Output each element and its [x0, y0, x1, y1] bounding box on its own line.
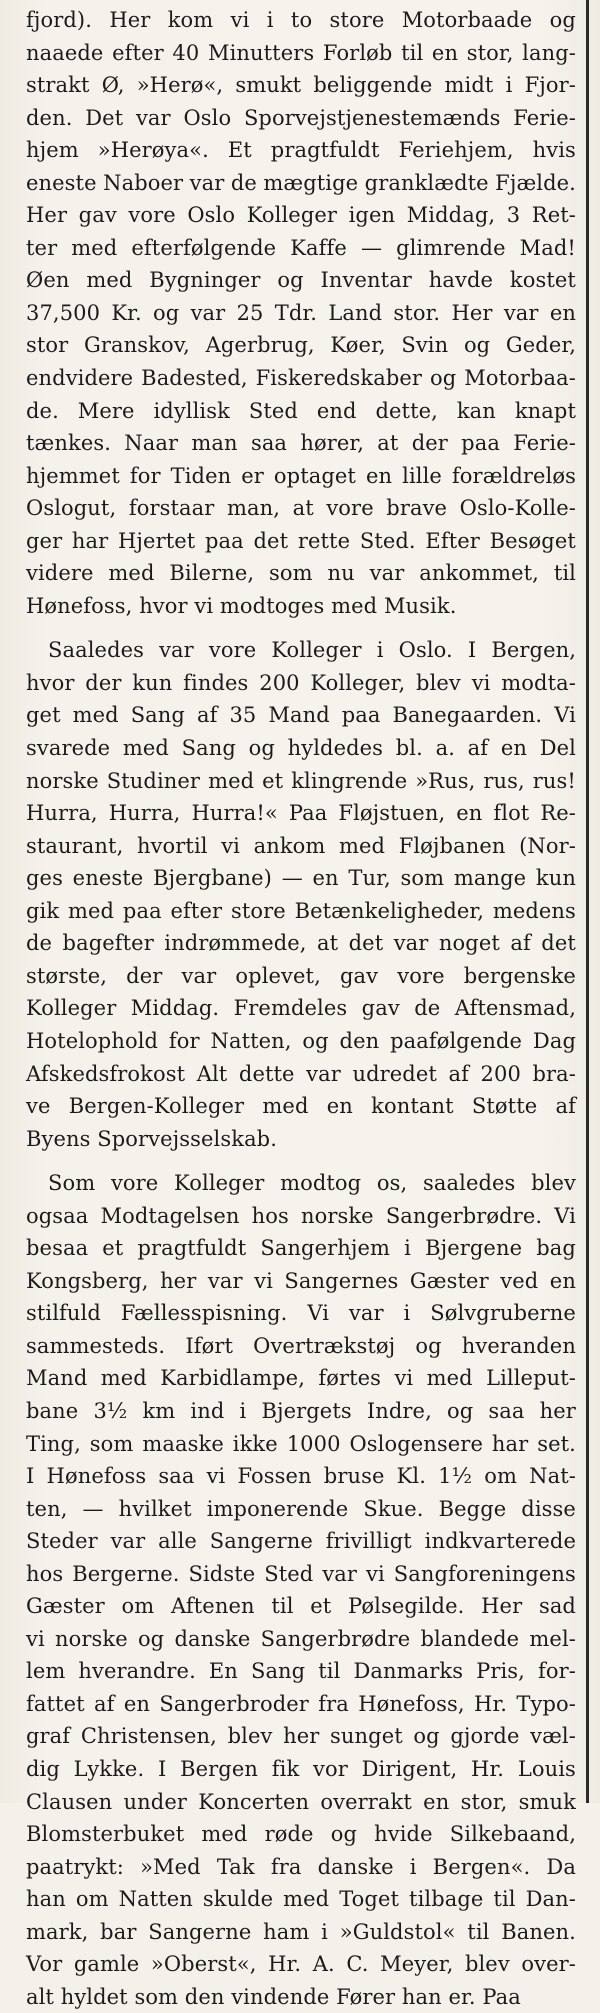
text-line: Øen med Bygninger og Inventar havde kostet	[26, 268, 576, 293]
text-line: Ting, som maaske ikke 1000 Oslogensere har set.	[26, 1431, 576, 1456]
text-line: norske Studiner med et klingrende »Rus, rus, rus!	[26, 768, 576, 793]
text-line: Mand med Karbidlampe, førtes vi med Lilleput-	[26, 1366, 576, 1391]
text-line: eneste Naboer var de mægtige granklædte Fjælde.	[26, 170, 576, 195]
text-line: Som vore Kolleger modtog os, saaledes blev	[48, 1171, 576, 1196]
text-line: den. Det var Oslo Sporvejstjenestemænds Ferie-	[26, 105, 576, 130]
text-line: strakt Ø, »Herø«, smukt beliggende midt i Fjor-	[26, 73, 576, 98]
text-line: hvor der kun findes 200 Kolleger, blev vi modta-	[26, 670, 576, 695]
text-line: Oslogut, forstaar man, at vore brave Oslo-Kolle-	[26, 496, 576, 521]
text-line: de. Mere idyllisk Sted end dette, kan knapt	[26, 398, 576, 423]
text-line: Hønefoss, hvor vi modtoges med Musik.	[26, 593, 457, 618]
text-line: Hurra, Hurra, Hurra!« Paa Fløjstuen, en flot Re-	[26, 801, 576, 826]
text-line: han om Natten skulde med Toget tilbage til Dan-	[26, 1887, 576, 1912]
text-line: fattet af en Sangerbroder fra Hønefoss, Hr. Typo-	[26, 1691, 576, 1716]
text-line: mark, bar Sangerne ham i »Guldstol« til Banen.	[26, 1919, 576, 1944]
text-line: lem hverandre. En Sang til Danmarks Pris, for-	[26, 1659, 576, 1684]
text-line: Kongsberg, her var vi Sangernes Gæster ved en	[26, 1268, 576, 1293]
text-line: endvidere Badested, Fiskeredskaber og Motorbaa-	[26, 366, 576, 391]
text-line: ges eneste Bjergbane) — en Tur, som mange kun	[26, 866, 576, 891]
text-line: Kolleger Middag. Fremdeles gav de Aftensmad,	[26, 996, 576, 1021]
text-line: naaede efter 40 Minutters Forløb til en stor, lang-	[26, 40, 576, 65]
text-line: Blomsterbuket med røde og hvide Silkebaand,	[26, 1822, 576, 1847]
text-line: ogsaa Modtagelsen hos norske Sangerbrødre. Vi	[26, 1203, 576, 1228]
text-line: Gæster om Aftenen til et Pølsegilde. Her sad	[26, 1594, 576, 1619]
text-line: paatrykt: »Med Tak fra danske i Bergen«. Da	[26, 1854, 576, 1879]
text-line: ten, — hvilket imponerende Skue. Begge disse	[26, 1496, 576, 1521]
text-line: største, der var oplevet, gav vore bergenske	[26, 963, 576, 988]
text-line: Clausen under Koncerten overrakt en stor, smuk	[26, 1789, 576, 1814]
text-line: alt hyldet som den vindende Fører han er. Paa	[26, 1984, 521, 2009]
text-line: staurant, hvortil vi ankom med Fløjbanen (Nor-	[26, 833, 576, 858]
text-line: sammesteds. Iført Overtrækstøj og hveranden	[26, 1333, 576, 1358]
text-line: bane 3½ km ind i Bjergets Indre, og saa her	[26, 1398, 576, 1423]
text-line: ger har Hjertet paa det rette Sted. Efter Besøget	[26, 528, 576, 553]
paragraph	[26, 634, 576, 1155]
text-line: Saaledes var vore Kolleger i Oslo. I Bergen,	[48, 638, 576, 663]
text-line: fjord). Her kom vi i to store Motorbaade og	[26, 8, 576, 32]
paragraph	[26, 1167, 576, 2013]
text-line: videre med Bilerne, som nu var ankommet, til	[26, 561, 576, 586]
text-line: Vor gamle »Oberst«, Hr. A. C. Meyer, blev over-	[26, 1952, 576, 1977]
text-line: ter med efterfølgende Kaffe — glimrende Mad!	[26, 235, 576, 260]
text-line: hjem »Herøya«. Et pragtfuldt Feriehjem, hvis	[26, 138, 576, 163]
text-line: svarede med Sang og hyldedes bl. a. af en Del	[26, 736, 576, 761]
text-line: besaa et pragtfuldt Sangerhjem i Bjergene bag	[26, 1236, 576, 1261]
text-line: vi norske og danske Sangerbrødre blandede mel-	[26, 1626, 576, 1651]
text-line: Her gav vore Oslo Kolleger igen Middag, 3 Ret-	[26, 203, 576, 228]
text-line: Byens Sporvejsselskab.	[26, 1126, 278, 1151]
text-column	[26, 4, 576, 2013]
text-line: Steder var alle Sangerne frivilligt indkvarterede	[26, 1529, 576, 1554]
text-line: get med Sang af 35 Mand paa Banegaarden. Vi	[26, 703, 576, 728]
text-line: graf Christensen, blev her sunget og gjorde væl-	[26, 1724, 576, 1749]
text-line: tænkes. Naar man saa hører, at der paa Ferie-	[26, 431, 576, 456]
text-line: de bagefter indrømmede, at det var noget af det	[26, 931, 576, 956]
text-line: dig Lykke. I Bergen fik vor Dirigent, Hr. Louis	[26, 1756, 576, 1781]
text-line: gik med paa efter store Betænkeligheder, medens	[26, 898, 576, 923]
text-line: stilfuld Fællesspisning. Vi var i Sølvgruberne	[26, 1301, 576, 1326]
text-line: ve Bergen-Kolleger med en kontant Støtte af	[26, 1094, 576, 1119]
text-line: stor Granskov, Agerbrug, Køer, Svin og Geder,	[26, 333, 576, 358]
paragraph	[26, 4, 576, 622]
text-line: I Hønefoss saa vi Fossen bruse Kl. 1½ om Nat-	[26, 1464, 576, 1489]
text-line: hjemmet for Tiden er optaget en lille forældreløs	[26, 463, 576, 488]
text-line: Afskedsfrokost Alt dette var udredet af 200 bra-	[26, 1061, 576, 1086]
text-line: 37,500 Kr. og var 25 Tdr. Land stor. Her var en	[26, 300, 576, 325]
text-line: Hotelophold for Natten, og den paafølgende Dag	[26, 1028, 576, 1053]
column-divider-rule	[586, 0, 589, 1803]
text-line: hos Bergerne. Sidste Sted var vi Sangforeningens	[26, 1561, 576, 1586]
